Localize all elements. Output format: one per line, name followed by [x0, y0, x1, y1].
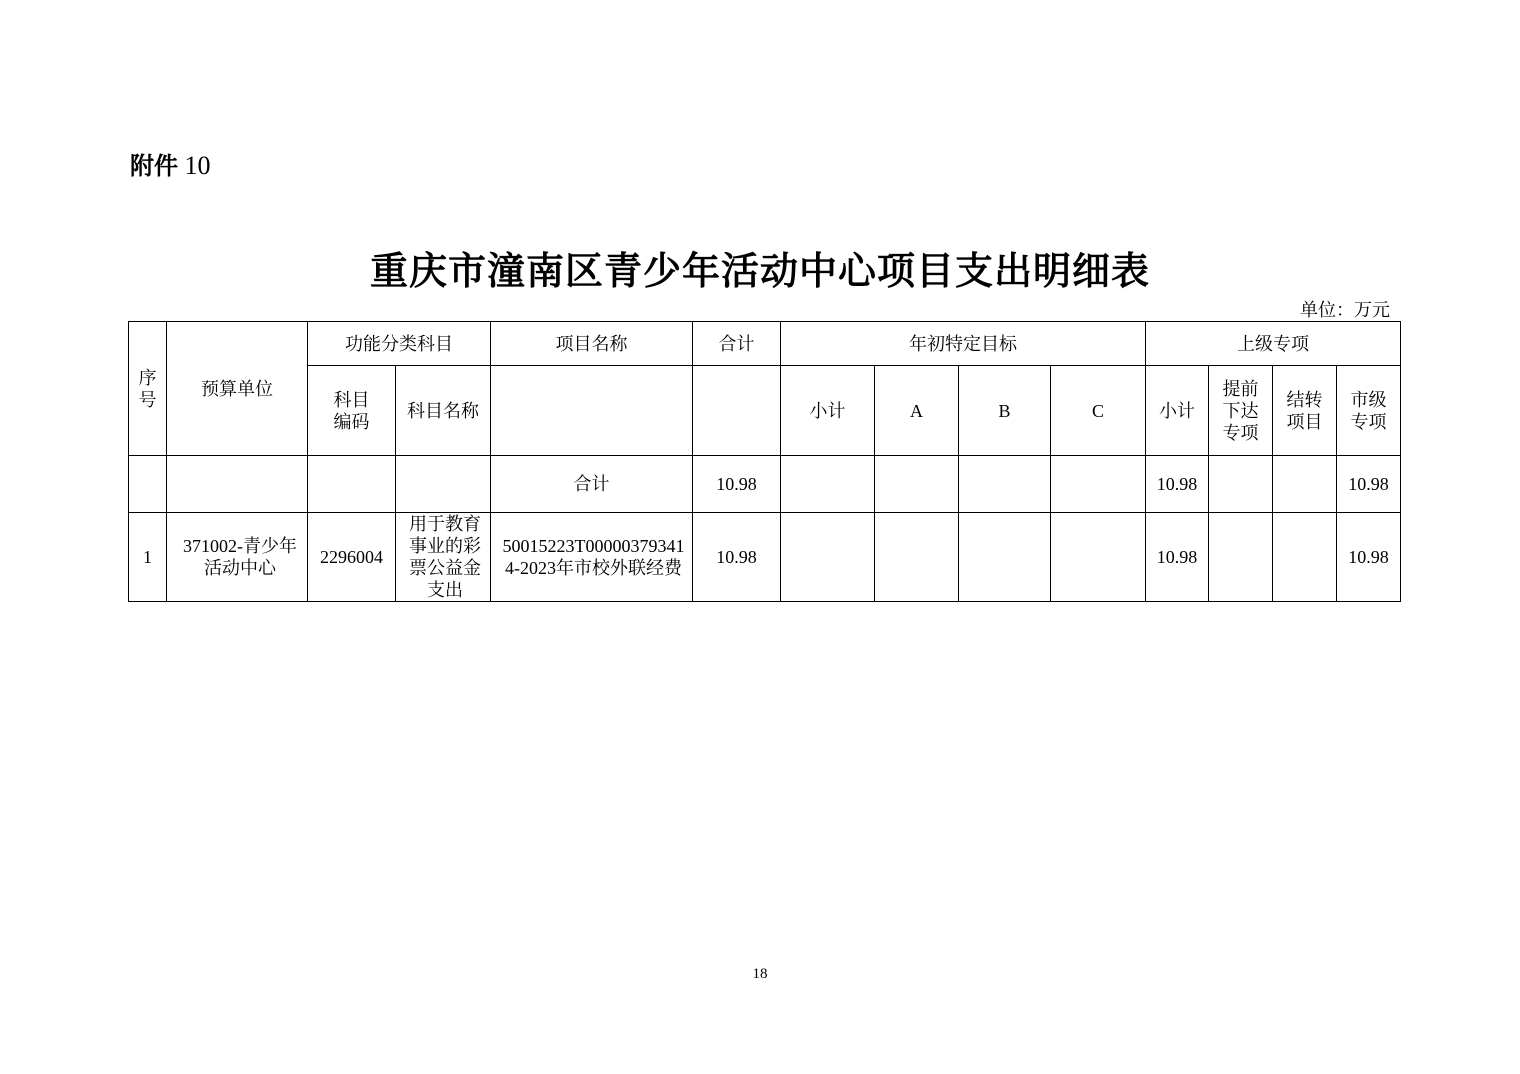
- total-row: [129, 456, 1401, 513]
- total-cell-empty: [396, 456, 491, 513]
- row-subject-name: 用于教育事业的彩票公益金支出: [396, 513, 491, 602]
- row-cell-empty: [1273, 513, 1337, 602]
- total-cell-empty: [875, 456, 959, 513]
- header-func-class: 功能分类科目: [308, 322, 491, 366]
- row-seq: 1: [129, 513, 167, 602]
- row-city: 10.98: [1337, 513, 1401, 602]
- header-a: A: [875, 366, 959, 456]
- header-advance: 提前下达专项: [1209, 366, 1273, 456]
- total-row-city: 10.98: [1337, 456, 1401, 513]
- header-subject-name: 科目名称: [396, 366, 491, 456]
- unit-label: 单位：万元: [1300, 300, 1390, 320]
- header-city: 市级专项: [1337, 366, 1401, 456]
- row-cell-empty: [875, 513, 959, 602]
- total-cell-empty: [308, 456, 396, 513]
- header-project-name: 项目名称: [491, 322, 693, 366]
- header-subtotal: 小计: [781, 366, 875, 456]
- total-cell-empty: [1209, 456, 1273, 513]
- header-project-name-blank: [491, 366, 693, 456]
- header-total-blank: [693, 366, 781, 456]
- row-cell-empty: [781, 513, 875, 602]
- row-project-name: 50015223T000003793414-2023年市校外联经费: [491, 513, 693, 602]
- expense-table: [128, 321, 1401, 602]
- header-carryover: 结转项目: [1273, 366, 1337, 456]
- total-row-sup-subtotal: 10.98: [1146, 456, 1209, 513]
- page-title: 重庆市潼南区青少年活动中心项目支出明细表: [369, 248, 1150, 293]
- header-b: B: [959, 366, 1051, 456]
- header-seq: 序号: [129, 322, 167, 456]
- row-budget-unit: 371002-青少年活动中心: [167, 513, 308, 602]
- row-cell-empty: [959, 513, 1051, 602]
- row-total: 10.98: [693, 513, 781, 602]
- table-row: [129, 513, 1401, 602]
- row-cell-empty: [1051, 513, 1146, 602]
- total-cell-empty: [781, 456, 875, 513]
- header-sup-subtotal: 小计: [1146, 366, 1209, 456]
- total-cell-empty: [1273, 456, 1337, 513]
- header-subject-code: 科目编码: [308, 366, 396, 456]
- header-superior: 上级专项: [1146, 322, 1401, 366]
- total-row-label: 合计: [491, 456, 693, 513]
- header-budget-unit: 预算单位: [167, 322, 308, 456]
- total-row-total: 10.98: [693, 456, 781, 513]
- total-cell-empty: [167, 456, 308, 513]
- page-number: 18: [752, 966, 768, 982]
- total-cell-empty: [959, 456, 1051, 513]
- row-sup-subtotal: 10.98: [1146, 513, 1209, 602]
- header-total: 合计: [693, 322, 781, 366]
- header-row-1: [129, 322, 1401, 366]
- total-cell-empty: [1051, 456, 1146, 513]
- header-c: C: [1051, 366, 1146, 456]
- header-annual-target: 年初特定目标: [781, 322, 1146, 366]
- attachment-label: 附件 10: [130, 151, 211, 180]
- total-cell-empty: [129, 456, 167, 513]
- header-row-2: [129, 366, 1401, 456]
- row-subject-code: 2296004: [308, 513, 396, 602]
- row-cell-empty: [1209, 513, 1273, 602]
